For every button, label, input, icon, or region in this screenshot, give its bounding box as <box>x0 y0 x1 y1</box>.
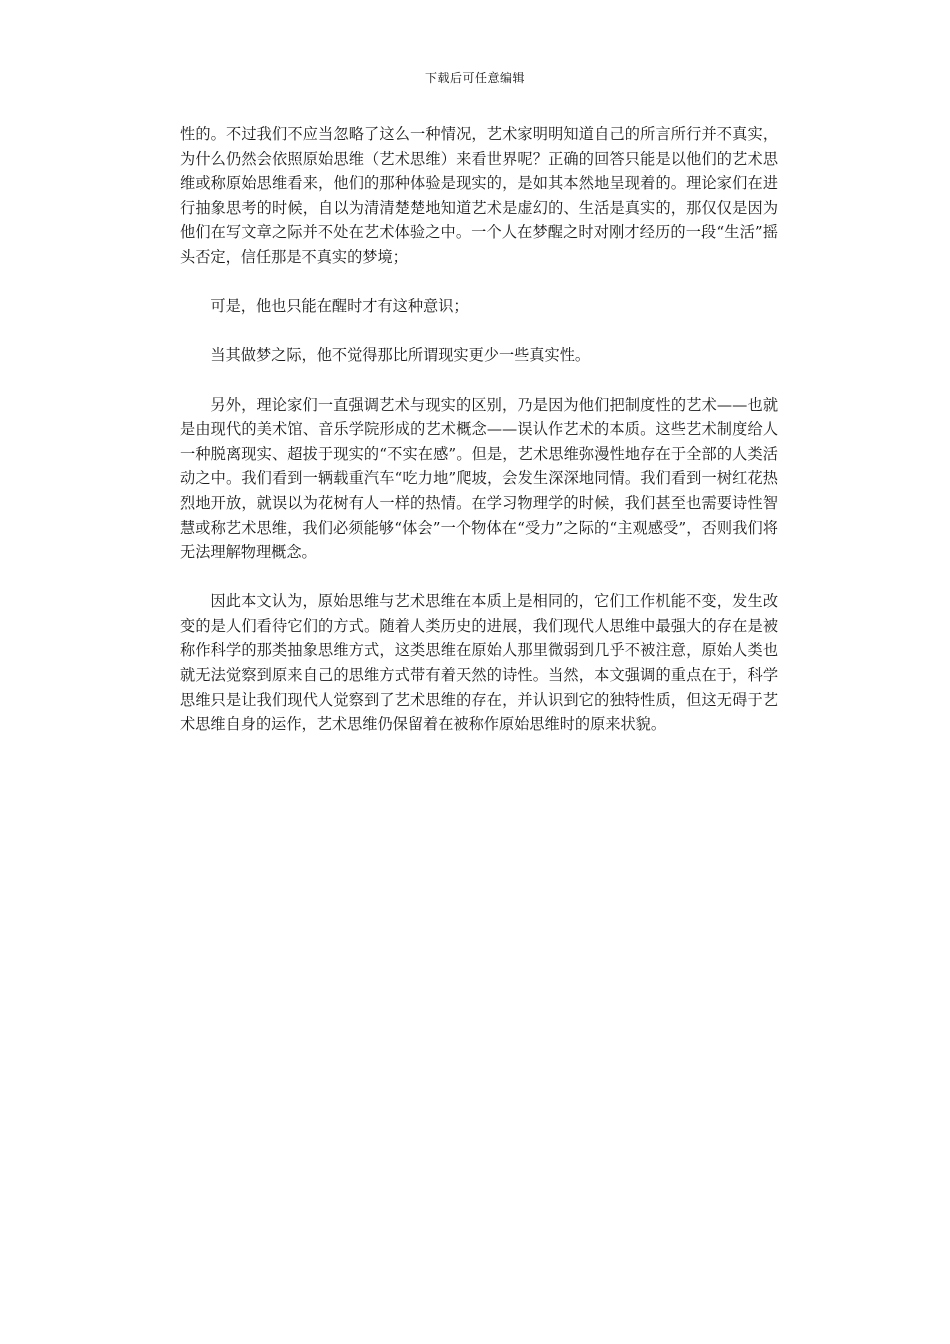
paragraph-1: 性的。不过我们不应当忽略了这么一种情况，艺术家明明知道自己的所言所行并不真实，为什么仍然会依照原始思维（艺术思维）来看世界呢？正确的回答只能是以他们的艺术思维或称原始思维看来，他们的那种体验是现实的，是如其本然地呈现着的。理论家们在进行抽象思考的时候，自以为清清楚楚地知道艺术是虚幻的、生活是真实的，那仅仅是因为他们在写文章之际并不处在艺术体验之中。一个人在梦醒之时对刚才经历的一段“生活”摇头否定，信任那是不真实的梦境； <box>180 125 778 266</box>
download-note: 下载后可任意编辑 <box>424 71 525 85</box>
paragraph-3: 当其做梦之际，他不觉得那比所谓现实更少一些真实性。 <box>210 346 591 365</box>
document-body <box>180 122 778 761</box>
paragraph-2: 可是，他也只能在醒时才有这种意识； <box>210 297 469 316</box>
paragraph-5: 因此本文认为，原始思维与艺术思维在本质上是相同的，它们工作机能不变，发生改变的是人们看待它们的方式。随着人类历史的进展，我们现代人思维中最强大的存在是被称作科学的那类抽象思维方式，这类思维在原始人那里微弱到几乎不被注意，原始人类也就无法觉察到原来自己的思维方式带有着天然的诗性。当然，本文强调的重点在于，科学思维只是让我们现代人觉察到了艺术思维的存在，并认识到它的独特性质，但这无碍于艺术思维自身的运作，艺术思维仍保留着在被称作原始思维时的原来状貌。 <box>180 592 778 734</box>
paragraph-4: 另外，理论家们一直强调艺术与现实的区别，乃是因为他们把制度性的艺术——也就是由现代的美术馆、音乐学院形成的艺术概念——误认作艺术的本质。这些艺术制度给人一种脱离现实、超拔于现实的“不实在感”。但是，艺术思维弥漫性地存在于全部的人类活动之中。我们看到一辆载重汽车“吃力地”爬坡，会发生深深地同情。我们看到一树红花热烈地开放，就误以为花树有人一样的热情。在学习物理学的时候，我们甚至也需要诗性智慧或称艺术思维，我们必须能够“体会”一个物体在“受力”之际的“主观感受”，否则我们将无法理解物理概念。 <box>180 395 778 562</box>
